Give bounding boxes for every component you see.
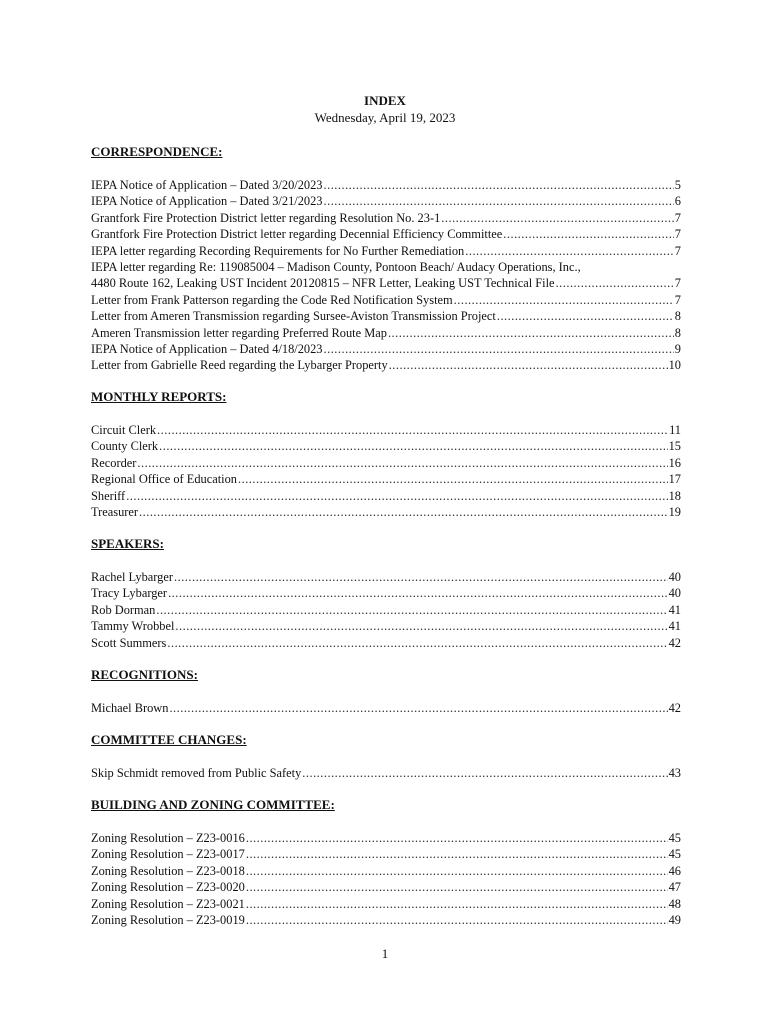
entry-page-number: 8 <box>674 325 681 340</box>
section-heading: COMMITTEE CHANGES: <box>91 732 247 747</box>
entry-page-number: 49 <box>668 912 681 927</box>
index-entry <box>91 243 681 259</box>
dot-leader <box>454 292 674 308</box>
entry-label: Rachel Lybarger <box>91 570 173 584</box>
entry-label: Zoning Resolution – Z23-0016 <box>91 831 245 845</box>
dot-leader <box>167 635 667 651</box>
entry-label: IEPA letter regarding Recording Requirements for No Further Remediation <box>91 243 465 258</box>
dot-leader <box>156 602 667 618</box>
page-number: 1 <box>381 946 389 961</box>
entry-page-number: 7 <box>674 292 681 307</box>
entry-label: Scott Summers <box>91 635 167 650</box>
dot-leader <box>389 357 668 373</box>
entry-label: Tracy Lybarger <box>91 586 168 601</box>
entry-page-number: 15 <box>668 439 681 454</box>
index-entry <box>91 585 681 601</box>
entry-label: Zoning Resolution – Z23-0020 <box>91 880 245 895</box>
index-entry <box>91 635 681 651</box>
entry-page-number: 43 <box>668 766 681 780</box>
entry-page-number: 11 <box>669 423 681 437</box>
dot-leader <box>169 700 667 716</box>
index-entry <box>91 275 681 291</box>
index-entry <box>91 830 681 846</box>
entry-page-number: 41 <box>668 619 681 634</box>
dot-leader <box>246 879 668 895</box>
entry-page-number: 17 <box>668 472 681 487</box>
index-entry <box>91 325 681 341</box>
dot-leader <box>246 863 668 879</box>
entry-page-number: 45 <box>668 847 681 862</box>
dot-leader <box>324 193 674 209</box>
entry-label-first-line: IEPA letter regarding Re: 119085004 – Madison County, Pontoon Beach/ Audacy Operations, Inc., <box>91 259 581 274</box>
entry-page-number: 7 <box>674 243 681 258</box>
dot-leader <box>157 422 668 438</box>
index-entry <box>91 455 681 471</box>
section-heading: MONTHLY REPORTS: <box>91 389 227 404</box>
index-entry <box>91 896 681 912</box>
entry-label: Treasurer <box>91 504 139 519</box>
entry-label: Zoning Resolution – Z23-0018 <box>91 863 245 878</box>
dot-leader <box>441 210 674 226</box>
entry-label: Letter from Frank Patterson regarding the Code Red Notification System <box>91 292 453 307</box>
entry-page-number: 48 <box>668 896 681 911</box>
dot-leader <box>324 341 674 357</box>
entry-page-number: 47 <box>668 880 681 895</box>
dot-leader <box>139 504 668 520</box>
dot-leader <box>324 177 674 193</box>
index-entry <box>91 438 681 454</box>
entry-label: IEPA Notice of Application – Dated 3/20/2023 <box>91 178 323 192</box>
dot-leader <box>159 438 667 454</box>
dot-leader <box>238 471 668 487</box>
index-entry <box>91 863 681 879</box>
entry-label: Ameren Transmission letter regarding Preferred Route Map <box>91 325 387 340</box>
entry-label: IEPA Notice of Application – Dated 4/18/2023 <box>91 341 323 356</box>
entry-label: Grantfork Fire Protection District letter regarding Decennial Efficiency Committee <box>91 227 503 242</box>
dot-leader <box>497 308 674 324</box>
index-entry <box>91 488 681 504</box>
index-entry <box>91 618 681 634</box>
index-entry <box>91 602 681 618</box>
section-monthly-reports <box>91 389 681 520</box>
entry-page-number: 16 <box>668 455 681 470</box>
dot-leader <box>126 488 667 504</box>
entry-page-number: 10 <box>668 358 681 373</box>
index-entry <box>91 504 681 520</box>
dot-leader <box>388 325 674 341</box>
index-entry <box>91 177 681 193</box>
entry-page-number: 19 <box>668 504 681 519</box>
entry-label: Letter from Gabrielle Reed regarding the Lybarger Property <box>91 358 388 373</box>
entry-label: Letter from Ameren Transmission regarding Sursee-Aviston Transmission Project <box>91 309 496 324</box>
entry-page-number: 9 <box>674 341 681 356</box>
entry-page-number: 42 <box>668 701 681 715</box>
entry-label: IEPA Notice of Application – Dated 3/21/2023 <box>91 194 323 209</box>
dot-leader <box>246 830 668 846</box>
entry-label: Michael Brown <box>91 701 169 715</box>
entry-page-number: 7 <box>674 276 681 291</box>
entry-page-number: 5 <box>674 178 681 192</box>
entry-page-number: 6 <box>674 194 681 209</box>
index-entry <box>91 569 681 585</box>
section-heading: SPEAKERS: <box>91 536 164 551</box>
index-entry <box>91 226 681 242</box>
index-entry <box>91 341 681 357</box>
meeting-date: Wednesday, April 19, 2023 <box>314 110 456 125</box>
index-entry <box>91 422 681 438</box>
entry-page-number: 40 <box>668 586 681 601</box>
entry-label: Recorder <box>91 455 137 470</box>
section-speakers <box>91 536 681 651</box>
entry-page-number: 45 <box>668 831 681 845</box>
entry-page-number: 18 <box>668 488 681 503</box>
entry-label: Tammy Wrobbel <box>91 619 175 634</box>
index-entry <box>91 879 681 895</box>
index-entry <box>91 308 681 324</box>
entry-label: Circuit Clerk <box>91 423 157 437</box>
index-entry <box>91 193 681 209</box>
index-entry <box>91 765 681 781</box>
entry-page-number: 40 <box>668 570 681 584</box>
dot-leader <box>246 896 668 912</box>
dot-leader <box>302 765 667 781</box>
section-heading: RECOGNITIONS: <box>91 667 198 682</box>
dot-leader <box>175 618 667 634</box>
entry-label: Regional Office of Education <box>91 472 238 487</box>
entry-page-number: 46 <box>668 863 681 878</box>
dot-leader <box>246 912 668 928</box>
dot-leader <box>174 569 668 585</box>
index-entry <box>91 912 681 928</box>
entry-label: 4480 Route 162, Leaking UST Incident 20120815 – NFR Letter, Leaking UST Technical File <box>91 276 555 291</box>
index-entry <box>91 292 681 308</box>
page-title: INDEX <box>364 93 406 108</box>
dot-leader <box>503 226 674 242</box>
section-building-zoning <box>91 797 681 928</box>
entry-label: Zoning Resolution – Z23-0021 <box>91 896 245 911</box>
entry-page-number: 7 <box>674 210 681 225</box>
entry-label: Zoning Resolution – Z23-0017 <box>91 847 245 862</box>
entry-label: Zoning Resolution – Z23-0019 <box>91 912 245 927</box>
section-correspondence <box>91 144 681 374</box>
dot-leader <box>465 243 674 259</box>
entry-page-number: 8 <box>674 309 681 324</box>
section-heading: CORRESPONDENCE: <box>91 144 223 159</box>
index-entry <box>91 210 681 226</box>
index-entry <box>91 357 681 373</box>
dot-leader <box>246 846 668 862</box>
entry-label: Rob Dorman <box>91 602 156 617</box>
dot-leader <box>168 585 668 601</box>
entry-page-number: 7 <box>674 227 681 242</box>
entry-page-number: 42 <box>668 635 681 650</box>
index-entry <box>91 846 681 862</box>
section-heading: BUILDING AND ZONING COMMITTEE: <box>91 797 335 812</box>
entry-label: Skip Schmidt removed from Public Safety <box>91 766 302 780</box>
index-entry <box>91 700 681 716</box>
dot-leader <box>556 275 674 291</box>
entry-page-number: 41 <box>668 602 681 617</box>
entry-label: Sheriff <box>91 488 126 503</box>
entry-label: County Clerk <box>91 439 159 454</box>
section-committee-changes <box>91 732 681 781</box>
dot-leader <box>137 455 667 471</box>
section-recognitions <box>91 667 681 716</box>
entry-label: Grantfork Fire Protection District letter regarding Resolution No. 23-1 <box>91 210 441 225</box>
index-entry <box>91 471 681 487</box>
